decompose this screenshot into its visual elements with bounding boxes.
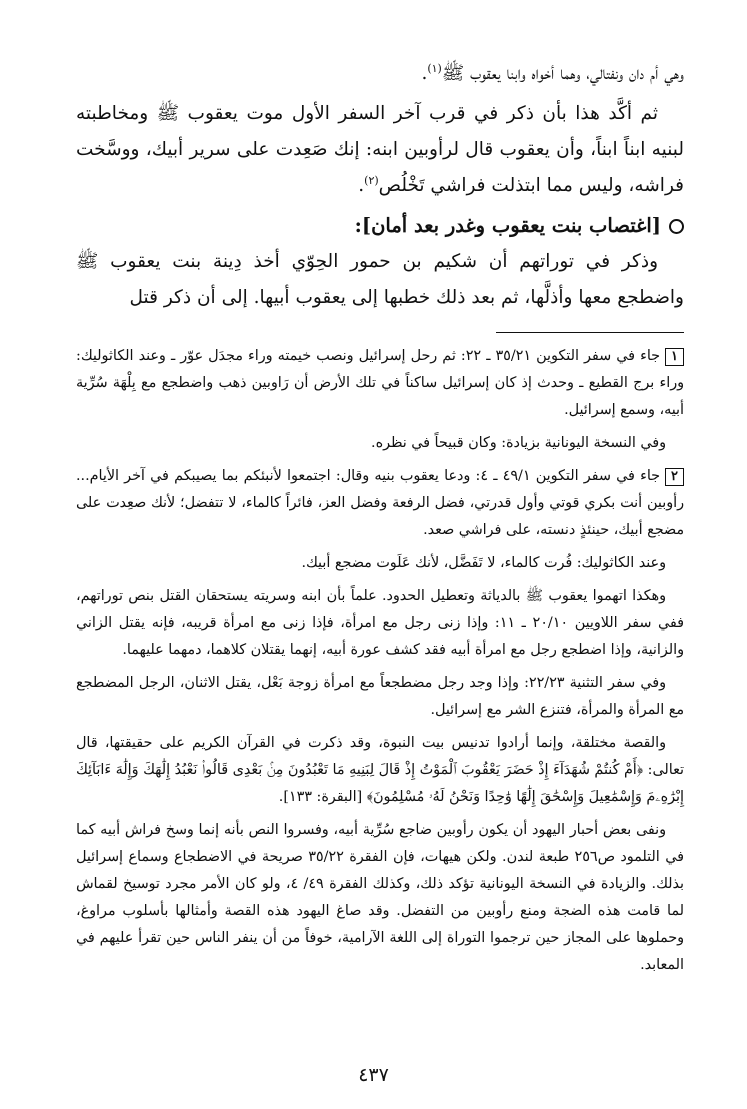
- footnote-2-deuteronomy: وفي سفر التثنية ٢٢/٢٣: وإذا وجد رجل مضطجعاً مع امرأة زوجة بَعْل، يقتل الاثنان، الرجل المضطجع مع المرأة والمرأة، فتنزع الشر مع إسرائيل.: [76, 675, 684, 718]
- paragraph-2: ثم أكَّد هذا بأن ذكر في قرب آخر السفر الأول موت يعقوب ﷺ ومخاطبته لبنيه ابناً ابناً، وأن يعقوب قال لرأوبين ابنه: إنك صَعِدت على سرير أبيك، ووسَّخت فراشه، وليس مما ابتذلت فراشي تَخْلُص$^{(٢)}$.: [76, 103, 684, 196]
- section-heading-text: [اغتصاب بنت يعقوب وغدر بعد أمان]:: [354, 214, 661, 237]
- footnote-ref-1[interactable]: (١): [427, 61, 442, 75]
- paragraph-2-text: ثم أكَّد هذا بأن ذكر في قرب آخر السفر الأول موت يعقوب ﷺ ومخاطبته لبنيه ابناً ابناً، وأن يعقوب قال لرأوبين ابنه: إنك صَعِدت على سرير أبيك، ووسَّخت فراشه، وليس مما ابتذلت فراشي تَخْلُص: [76, 103, 684, 196]
- footnote-separator: [496, 332, 684, 333]
- paragraph-1-text: وهي أم دان ونفتالي، وهما أخواه وابنا يعقوب ﷺ: [441, 63, 684, 84]
- footnote-2-commentary: وهكذا اتهموا يعقوب ﷺ بالدياثة وتعطيل الحدود. علماً بأن ابنه وسريته يستحقان القتل بنص توراتهم، ففي سفر اللاويين ٢٠/١٠ ـ ١١: وإذا زنى رجل مع امرأة، فإذا زنى مع امرأة قريبه، فإنه يقتل الزاني والزانية، وإذا اضطجع رجل مع امرأة أبيه فقد كشف عورة أبيه، إنهما يقتلان كلاهما، دمهما عليهما.: [76, 588, 684, 658]
- footnote-1: [76, 343, 684, 424]
- footnote-2-catholic: وعند الكاثوليك: فُرت كالماء، لا تَفَضَّل، لأنك عَلَوت مضجع أبيك.: [301, 555, 666, 571]
- main-text: [76, 56, 684, 316]
- footnote-1-addition: وفي النسخة اليونانية بزيادة: وكان قبيحاً في نظره.: [371, 435, 666, 451]
- page-body: [76, 56, 684, 985]
- footnote-2-quran: والقصة مختلقة، وإنما أرادوا تدنيس بيت النبوة، وقد ذكرت في القرآن الكريم على حقيقتها، قال تعالى: ﴿أَمْ كُنتُمْ شُهَدَآءَ إِذْ حَضَرَ يَعْقُوبَ ٱلْمَوْتُ إِذْ قَالَ لِبَنِيهِ مَا تَعْبُدُونَ مِنۢ بَعْدِى قَالُوا۟ نَعْبُدُ إِلَٰهَكَ وَإِلَٰهَ ءَابَآئِكَ إِبْرَٰهِۦمَ وَإِسْمَٰعِيلَ وَإِسْحَٰقَ إِلَٰهًا وَٰحِدًا وَنَحْنُ لَهُۥ مُسْلِمُونَ﴾ [البقرة: ١٣٣].: [76, 735, 684, 805]
- footnote-2: [76, 463, 684, 544]
- footnote-ref-2[interactable]: (٢): [364, 173, 379, 187]
- footnote-number-1: ١: [665, 348, 684, 366]
- paragraph-1: وهي أم دان ونفتالي، وهما أخواه وابنا يعقوب ﷺ$^{(١)}$.: [421, 61, 684, 84]
- footnote-1-text: جاء في سفر التكوين ٣٥/٢١ ـ ٢٢: ثم رحل إسرائيل ونصب خيمته وراء مجدَل عوّر ـ وعند الكاثوليك: وراء برج القطيع ـ وحدث إذ كان إسرائيل ساكناً في تلك الأرض أن رَاوبين ذهب واضطجع مع بِلْهَة سُرِّية أبيه، وسمع إسرائيل.: [76, 348, 684, 418]
- footnote-2-talmud: ونفى بعض أحبار اليهود أن يكون رأوبين ضاجع سُرِّية أبيه، وفسروا النص بأنه إنما وسخ فراش أبيه كما في التلمود ص٢٥٦ طبعة لندن. ولكن هيهات، فإن الفقرة ٣٥/٢٢ صريحة في الاضطجاع وسماع إسرائيل بذلك. والزيادة في النسخة اليونانية تؤكد ذلك، وكذلك الفقرة ٤٩/ ٤، ولو كان الأمر مجرد توسيخ لقماش لما قامت هذه الضجة ومنع رأوبين من التفضل. وقد صاغ اليهود هذه القصة وأمثالها بأسلوب مراوغ، وحملوها على المجاز حين ترجموا التوراة إلى اللغة الآرامية، خوفاً من أن ينفر الناس حين تقرأ عليهم في المعابد.: [76, 822, 685, 973]
- circle-bullet-icon: [669, 219, 684, 234]
- footnotes: [76, 343, 684, 979]
- footnote-2-text: جاء في سفر التكوين ٤٩/١ ـ ٤: ودعا يعقوب بنيه وقال: اجتمعوا لأنبئكم بما يصيبكم في آخر الأيام... رأوبين أنت بكري قوتي وأول قدرتي، فضل الرفعة وفضل العز، فائراً كالماء، لا تتفضل؛ لأنك صعِدت على مضجع أبيك، حينئذٍ دنسته، على فراشي صعد.: [76, 468, 684, 538]
- paragraph-3: وذكر في توراتهم أن شكيم بن حمور الحِوّي أخذ دِينة بنت يعقوب ﷺ واضطجع معها وأذلَّها، ثم بعد ذلك خطبها إلى يعقوب أبيها. إلى أن ذكر قتل: [76, 251, 684, 308]
- page-number: ٤٣٧: [358, 1064, 389, 1086]
- footnote-number-2: ٢: [665, 468, 684, 486]
- section-heading: [76, 208, 684, 244]
